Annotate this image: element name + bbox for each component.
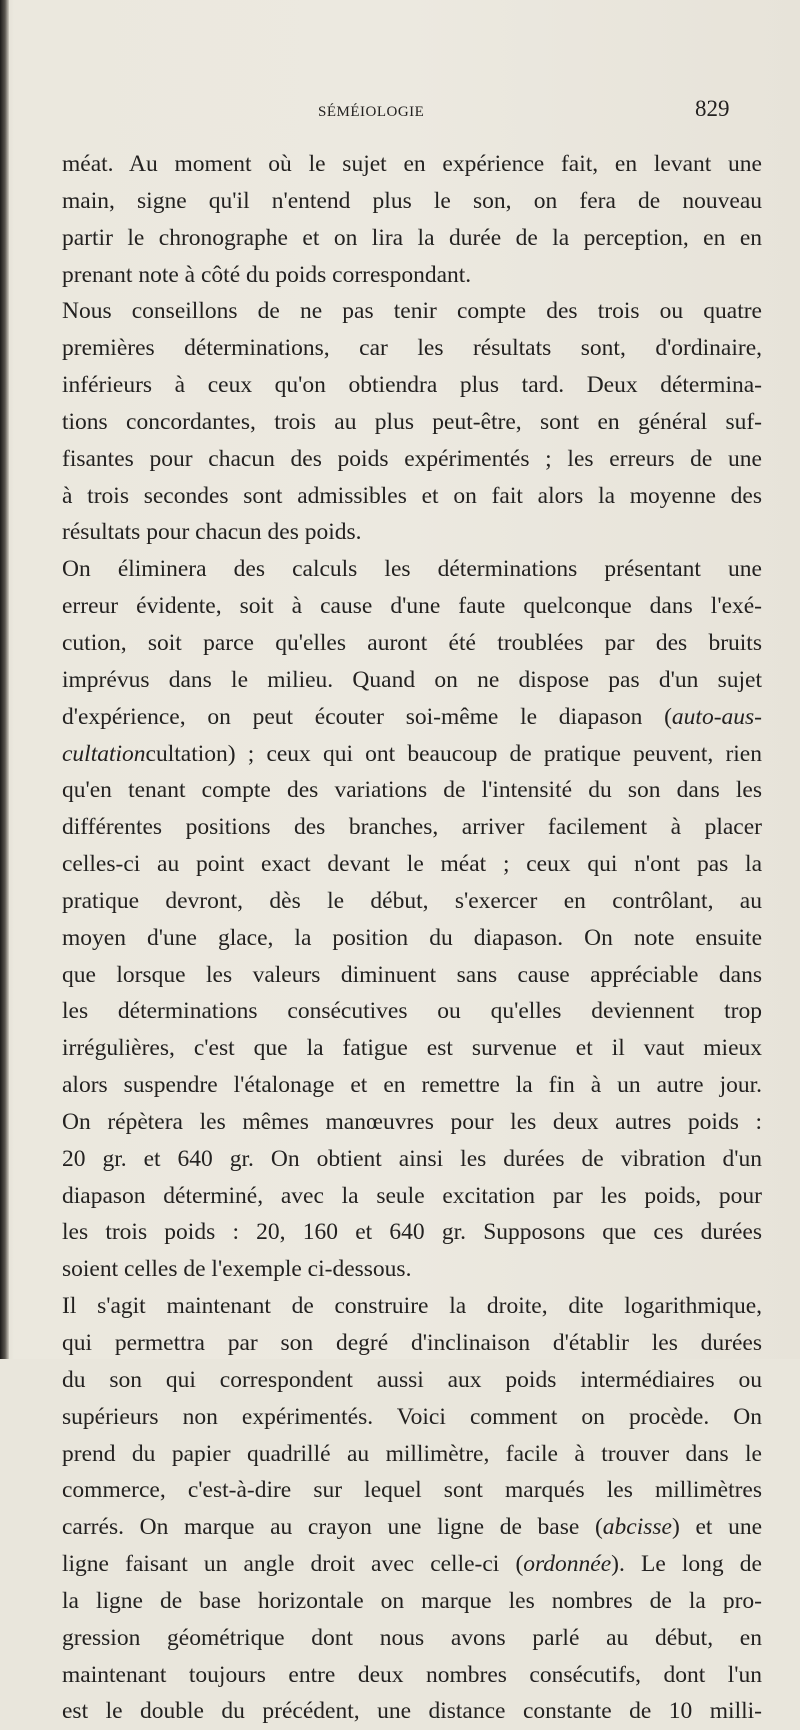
text-line: les déterminations consécutives ou qu'elles deviennent trop <box>62 998 762 1025</box>
text-line: premières déterminations, car les résultats sont, d'ordinaire, <box>62 335 762 362</box>
line-text: ligne faisant un angle droit avec celle-ci ( <box>62 1551 524 1578</box>
italic-term: abcisse <box>602 1514 672 1541</box>
text-line: gression géométrique dont nous avons parlé au début, en <box>62 1624 762 1651</box>
running-title: SÉMÉIOLOGIE <box>318 104 425 120</box>
page-number: 829 <box>695 96 730 121</box>
text-line: que lorsque les valeurs diminuent sans cause appréciable dans <box>62 961 762 988</box>
text-line: qui permettra par son degré d'inclinaison d'établir les durées <box>62 1330 762 1356</box>
body-text <box>62 146 762 1730</box>
text-line: tions concordantes, trois au plus peut-être, sont en général suf- <box>62 408 762 435</box>
text-line: On répètera les mêmes manœuvres pour les deux autres poids : <box>62 1108 762 1135</box>
text-line: Il s'agit maintenant de construire la droite, dite logarithmique, <box>62 1293 762 1320</box>
text-line: du son qui correspondent aussi aux poids intermédiaires ou <box>62 1366 762 1393</box>
line-text: ) et une <box>671 1514 762 1541</box>
text-line: alors suspendre l'étalonage et en remettre la fin à un autre jour. <box>62 1072 762 1099</box>
text-line: soient celles de l'exemple ci-dessous. <box>62 1256 412 1283</box>
book-binding-edge <box>0 0 9 1359</box>
line-text: ). Le long de <box>611 1551 762 1578</box>
text-line <box>62 699 762 736</box>
text-line: différentes positions des branches, arriver facilement à placer <box>62 814 762 841</box>
text-line: les trois poids : 20, 160 et 640 gr. Supposons que ces durées <box>62 1219 762 1246</box>
text-line: partir le chronographe et on lira la durée de la perception, en en <box>62 224 762 251</box>
text-line: méat. Au moment où le sujet en expérience fait, en levant une <box>62 151 762 177</box>
text-line: à trois secondes sont admissibles et on fait alors la moyenne des <box>62 482 762 509</box>
text-line <box>62 1509 762 1546</box>
text-line: main, signe qu'il n'entend plus le son, on fera de nouveau <box>62 187 762 214</box>
italic-term: auto-aus- <box>671 703 762 730</box>
italic-term: cultation <box>62 740 146 767</box>
text-line: qu'en tenant compte des variations de l'intensité du son dans les <box>62 777 762 804</box>
text-line: moyen d'une glace, la position du diapason. On note ensuite <box>62 924 762 951</box>
text-line: erreur évidente, soit à cause d'une faute quelconque dans l'exé- <box>62 593 762 620</box>
text-line: commerce, c'est-à-dire sur lequel sont marqués les millimètres <box>62 1477 762 1504</box>
line-text: d'expérience, on peut écouter soi-même le diapason ( <box>62 703 672 730</box>
text-line: irrégulières, c'est que la fatigue est survenue et il vaut mieux <box>62 1035 762 1062</box>
text-line: diapason déterminé, avec la seule excitation par les poids, pour <box>62 1182 762 1209</box>
italic-term: ordonnée <box>523 1551 612 1578</box>
line-text: cultation) ; ceux qui ont beaucoup de pratique peuvent, rien <box>145 740 762 767</box>
text-line: imprévus dans le milieu. Quand on ne dispose pas d'un sujet <box>62 666 762 693</box>
text-line: supérieurs non expérimentés. Voici comment on procède. On <box>62 1403 762 1430</box>
text-line: est le double du précédent, une distance constante de 10 milli- <box>62 1698 762 1725</box>
text-line: maintenant toujours entre deux nombres consécutifs, dont l'un <box>62 1661 762 1688</box>
text-line <box>62 736 762 773</box>
text-line: inférieurs à ceux qu'on obtiendra plus tard. Deux détermina- <box>62 372 762 399</box>
text-line: On éliminera des calculs les déterminations présentant une <box>62 556 762 583</box>
text-line: la ligne de base horizontale on marque les nombres de la pro- <box>62 1587 762 1614</box>
text-line <box>62 1546 762 1583</box>
text-line: pratique devront, dès le début, s'exercer en contrôlant, au <box>62 887 762 914</box>
text-line: Nous conseillons de ne pas tenir compte des trois ou quatre <box>62 298 762 325</box>
text-line: fisantes pour chacun des poids expérimentés ; les erreurs de une <box>62 445 762 472</box>
text-line: prend du papier quadrillé au millimètre, facile à trouver dans le <box>62 1440 762 1467</box>
line-text: carrés. On marque au crayon une ligne de base ( <box>62 1514 603 1541</box>
text-line: prenant note à côté du poids correspondant. <box>62 261 472 288</box>
text-line: cution, soit parce qu'elles auront été troublées par des bruits <box>62 629 762 656</box>
text-line: celles-ci au point exact devant le méat ; ceux qui n'ont pas la <box>62 851 762 878</box>
text-line: résultats pour chacun des poids. <box>62 519 362 546</box>
text-line: 20 gr. et 640 gr. On obtient ainsi les durées de vibration d'un <box>62 1145 762 1172</box>
